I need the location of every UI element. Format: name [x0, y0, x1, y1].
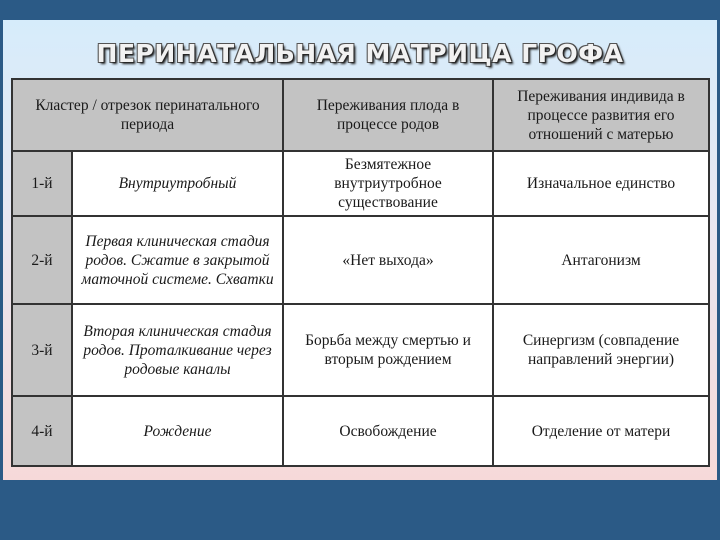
- table-header-row: [12, 79, 709, 151]
- row-number: 1-й: [12, 151, 72, 216]
- row-fetus-experience: Освобождение: [283, 396, 493, 466]
- perinatal-matrix-table: [11, 78, 710, 467]
- row-fetus-experience: «Нет выхода»: [283, 216, 493, 304]
- header-fetus-experience: Переживания плода в процессе родов: [283, 79, 493, 151]
- row-number: 4-й: [12, 396, 72, 466]
- table-row: [12, 216, 709, 304]
- table-row: [12, 304, 709, 396]
- slide-title: ПЕРИНАТАЛЬНАЯ МАТРИЦА ГРОФА: [96, 38, 624, 68]
- row-number: 2-й: [12, 216, 72, 304]
- row-fetus-experience: Борьба между смертью и вторым рождением: [283, 304, 493, 396]
- row-stage: Рождение: [72, 396, 283, 466]
- header-mother-relations: Переживания индивида в процессе развития его отношений с матерью: [493, 79, 709, 151]
- row-stage: Первая клиническая стадия родов. Сжатие в закрытой маточной системе. Схватки: [72, 216, 283, 304]
- row-mother-relations: Антагонизм: [493, 216, 709, 304]
- header-cluster: Кластер / отрезок перинатального периода: [12, 79, 283, 151]
- row-mother-relations: Отделение от матери: [493, 396, 709, 466]
- bottom-band: [0, 480, 720, 540]
- row-fetus-experience: Безмятежное внутриутробное существование: [283, 151, 493, 216]
- row-number: 3-й: [12, 304, 72, 396]
- table-row: [12, 396, 709, 466]
- row-stage: Вторая клиническая стадия родов. Проталкивание через родовые каналы: [72, 304, 283, 396]
- table-row: [12, 151, 709, 216]
- row-stage: Внутриутробный: [72, 151, 283, 216]
- row-mother-relations: Синергизм (совпадение направлений энергии): [493, 304, 709, 396]
- row-mother-relations: Изначальное единство: [493, 151, 709, 216]
